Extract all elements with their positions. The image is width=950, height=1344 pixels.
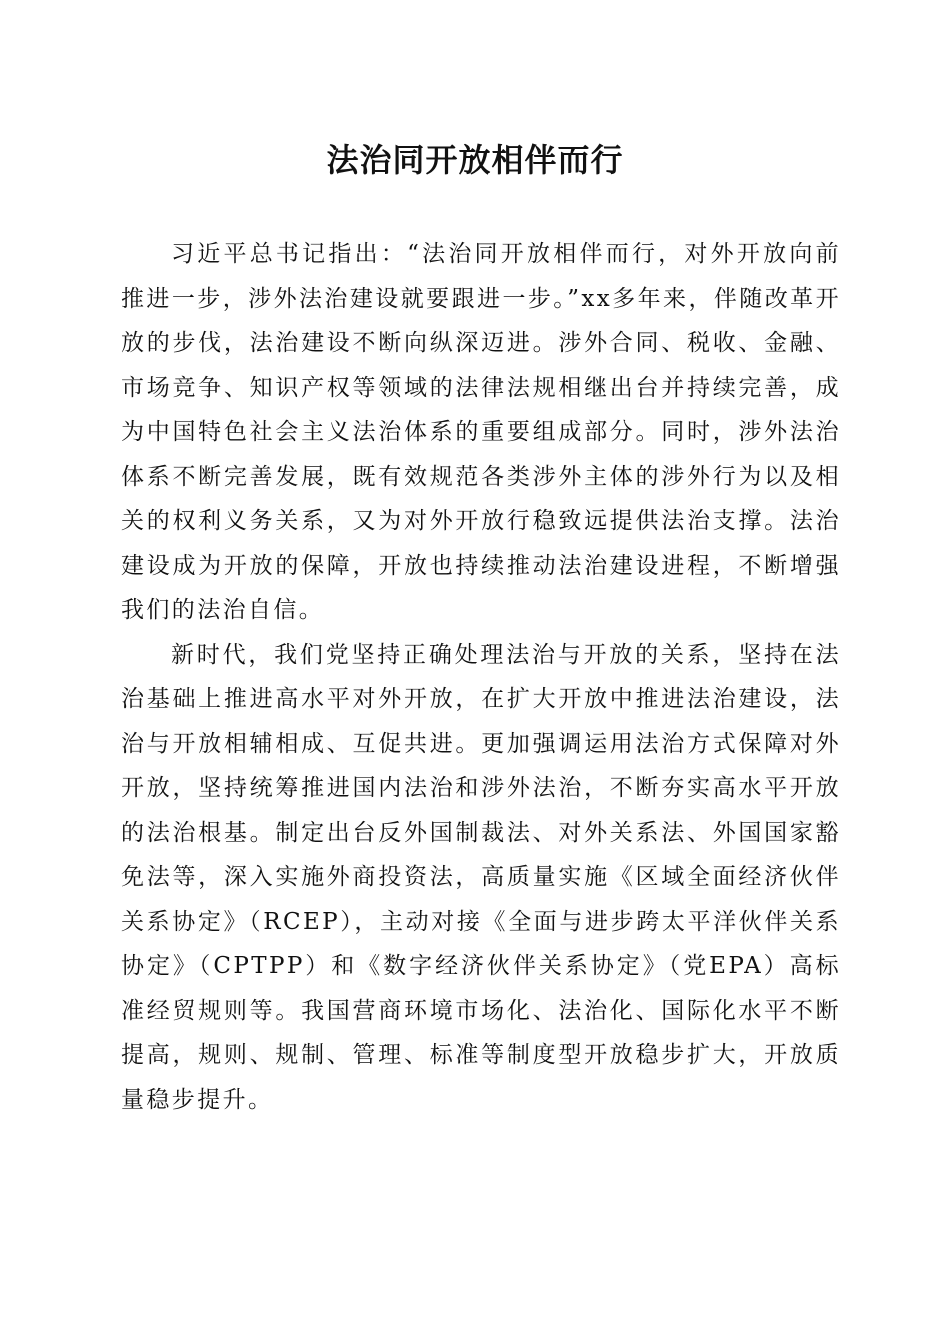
document-title: 法治同开放相伴而行 (326, 141, 624, 179)
document-body (121, 232, 841, 1122)
paragraph-1: 习近平总书记指出：“法治同开放相伴而行，对外开放向前推进一步，涉外法治建设就要跟进一步。”xx多年来，伴随改革开放的步伐，法治建设不断向纵深迈进。涉外合同、税收、金融、市场竞争、知识产权等领域的法律法规相继出台并持续完善，成为中国特色社会主义法治体系的重要组成部分。同时，涉外法治体系不断完善发展，既有效规范各类涉外主体的涉外行为以及相关的权利义务关系，又为对外开放行稳致远提供法治支撑。法治建设成为开放的保障，开放也持续推动法治建设进程，不断增强我们的法治自信。 (121, 241, 841, 623)
paragraph-2: 新时代，我们党坚持正确处理法治与开放的关系，坚持在法治基础上推进高水平对外开放，在扩大开放中推进法治建设，法治与开放相辅相成、互促共进。更加强调运用法治方式保障对外开放，坚持统筹推进国内法治和涉外法治，不断夯实高水平开放的法治根基。制定出台反外国制裁法、对外关系法、外国国家豁免法等，深入实施外商投资法，高质量实施《区域全面经济伙伴关系协定》（RCEP），主动对接《全面与进步跨太平洋伙伴关系协定》（CPTPP）和《数字经济伙伴关系协定》（党EPA）高标准经贸规则等。我国营商环境市场化、法治化、国际化水平不断提高，规则、规制、管理、标准等制度型开放稳步扩大，开放质量稳步提升。 (121, 641, 841, 1113)
